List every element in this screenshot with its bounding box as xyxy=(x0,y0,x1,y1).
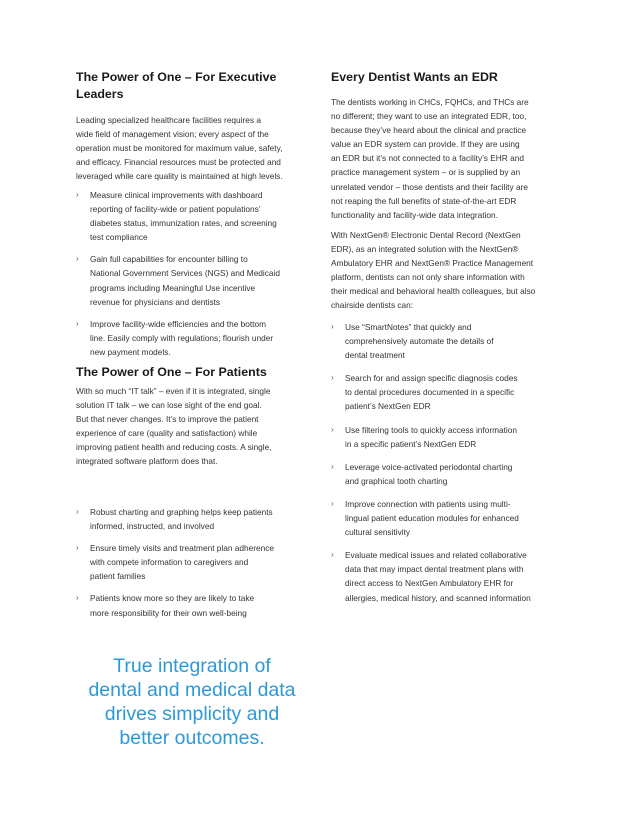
list-item xyxy=(76,541,316,583)
bullet-text: Ensure timely visits and treatment plan adherence with compete information to caregivers and patient families xyxy=(90,543,275,582)
chevron-right-icon: › xyxy=(331,424,334,434)
bullet-text: Measure clinical improvements with dashboard reporting of facility-wide or patient populations’ diabetes status, immunization rates, and screening test compliance xyxy=(90,190,277,243)
bullet-text: Improve facility-wide efficiencies and the bottom line. Easily comply with regulations; flourish under new payment models. xyxy=(90,318,274,357)
list-item xyxy=(331,497,571,539)
exec-bullet-list xyxy=(76,188,316,359)
chevron-right-icon: › xyxy=(331,498,334,508)
edr-heading: Every Dentist Wants an EDR xyxy=(331,70,498,84)
list-item xyxy=(331,423,571,451)
bullet-text: Leverage voice-activated periodontal charting and graphical tooth charting xyxy=(345,461,513,486)
list-item xyxy=(331,548,571,604)
edr-bullet-list xyxy=(331,320,571,605)
list-item xyxy=(76,591,316,619)
chevron-right-icon: › xyxy=(331,373,334,383)
bullet-text: Robust charting and graphing helps keep patients informed, instructed, and involved xyxy=(90,507,273,532)
bullet-text: Use “SmartNotes” that quickly and comprehensively automate the details of dental treatment xyxy=(345,322,494,361)
bullet-text: Patients know more so they are likely to take more responsibility for their own well-being xyxy=(90,593,255,618)
patients-heading: The Power of One – For Patients xyxy=(76,365,267,379)
list-item xyxy=(331,371,571,413)
bullet-text: Evaluate medical issues and related collaborative data that may impact dental treatment plans with direct access to NextGen Ambulatory EHR for allergies, medical history, and scanned information xyxy=(345,550,531,603)
exec-paragraph: Leading specialized healthcare facilities requires a wide field of management vision; every aspect of the operation must be monitored for maximum value, safety, and efficacy. Financial resources must be protected and leveraged while care quality is maintained at high levels. xyxy=(76,115,283,182)
chevron-right-icon: › xyxy=(76,318,79,328)
chevron-right-icon: › xyxy=(76,507,79,516)
chevron-right-icon: › xyxy=(76,543,79,553)
patients-bullet-list xyxy=(76,505,316,620)
bullet-text: Search for and assign specific diagnosis codes to dental procedures documented in a specific patient’s NextGen EDR xyxy=(345,373,518,412)
bullet-text: Gain full capabilities for encounter billing to National Government Services (NGS) and Medicaid programs including Meaningful Use incentive revenue for physicians and dentists xyxy=(90,254,280,307)
bullet-text: Use filtering tools to quickly access information in a specific patient’s NextGen EDR xyxy=(345,424,518,449)
chevron-right-icon: › xyxy=(76,593,79,603)
chevron-right-icon: › xyxy=(331,461,334,471)
pull-quote: True integration of dental and medical data drives simplicity and better outcomes. xyxy=(88,655,296,749)
edr-paragraph-2: With NextGen® Electronic Dental Record (NextGen EDR), as an integrated solution with the NextGen® Ambulatory EHR and NextGen® Practice Management platform, dentists can not only share information with their medical and behavioral health colleagues, but also chairside dentists can: xyxy=(331,230,536,311)
list-item xyxy=(331,460,571,488)
list-item xyxy=(76,188,316,244)
exec-heading: The Power of One – For Executive Leaders xyxy=(76,70,277,101)
chevron-right-icon: › xyxy=(331,550,334,560)
chevron-right-icon: › xyxy=(76,254,79,264)
bullet-text: Improve connection with patients using multi- lingual patient education modules for enhanced cultural sensitivity xyxy=(345,498,519,538)
list-item xyxy=(331,320,571,362)
list-item xyxy=(76,317,316,359)
edr-paragraph-1: The dentists working in CHCs, FQHCs, and THCs are no different; they want to use an integrated EDR, too, because they’ve heard about the clinical and practice value an EDR system can provide. If they are using an EDR but it’s not connected to a facility’s EHR and practice management system – or is supplied by an unrelated vendor – those dentists and their facility are not reaping the full benefits of state-of-the-art EDR functionality and facility-wide data integration. xyxy=(331,97,529,220)
chevron-right-icon: › xyxy=(76,190,79,199)
list-item xyxy=(76,252,316,308)
patients-paragraph: With so much “IT talk” – even if it is integrated, single solution IT talk – we can lose sight of the end goal. But that never changes. It’s to improve the patient experience of care (quality and satisfaction) while improving patient health and reducing costs. A single, integrated software platform does that. xyxy=(76,386,272,467)
chevron-right-icon: › xyxy=(331,322,334,331)
list-item xyxy=(76,505,316,533)
